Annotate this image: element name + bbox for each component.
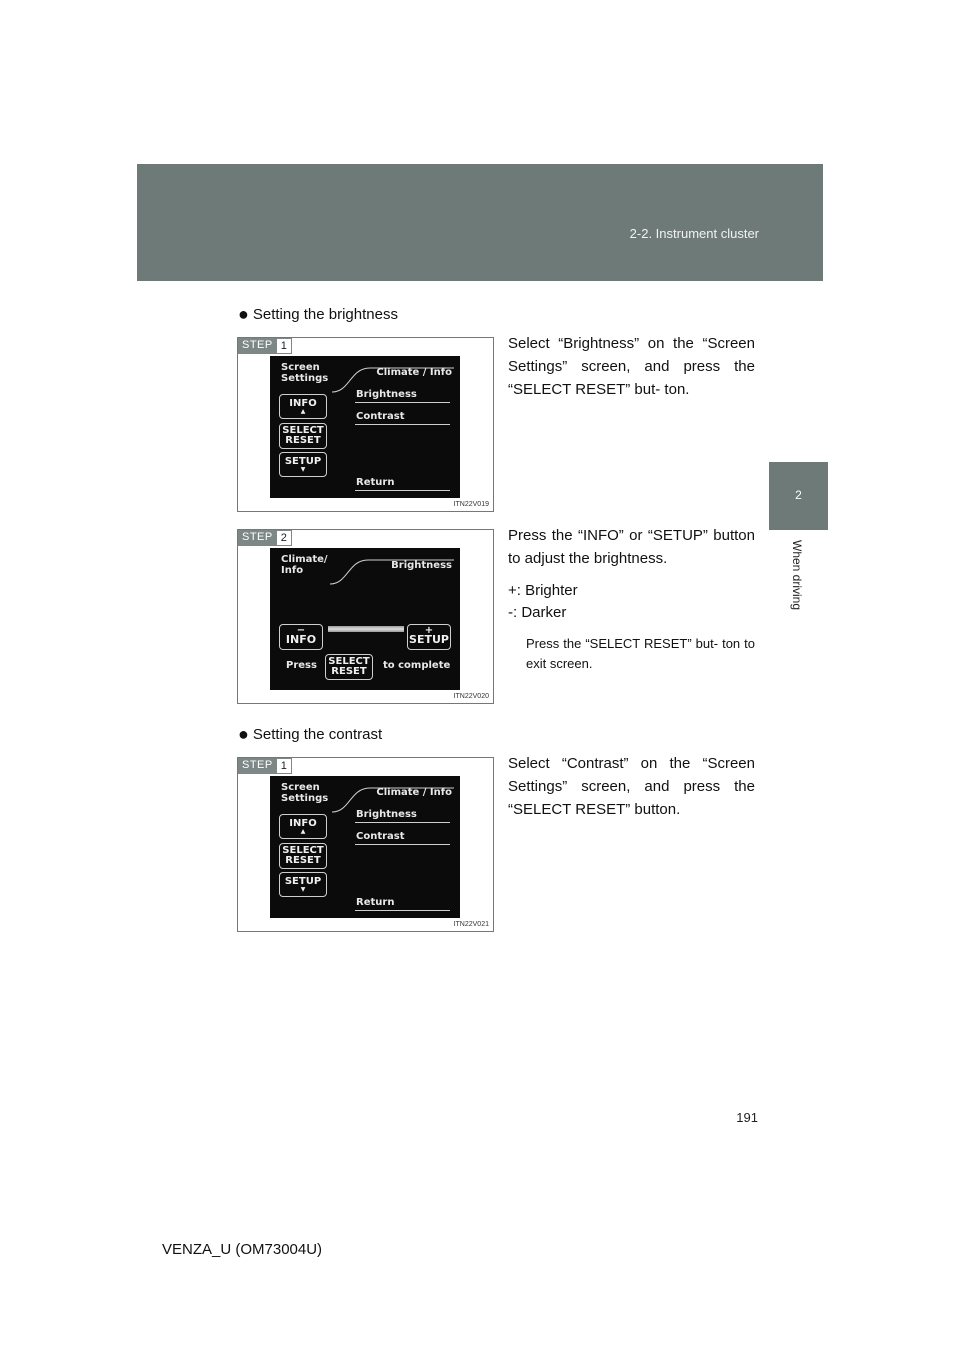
display-screen	[270, 776, 460, 918]
step-number: 1	[277, 338, 292, 354]
menu-item-contrast[interactable]: Contrast	[356, 411, 405, 422]
setup-button[interactable]: SETUP ▼	[279, 452, 327, 477]
step-number: 2	[277, 530, 292, 546]
chapter-label: When driving	[790, 540, 804, 611]
note-exit: Press the “SELECT RESET” but- ton to exit screen.	[526, 636, 755, 671]
setup-button[interactable]: SETUP ▼	[279, 872, 327, 897]
select-reset-button[interactable]: SELECT RESET	[279, 423, 327, 449]
bullet-icon: ●	[238, 724, 249, 744]
press-label: Press	[286, 660, 317, 671]
figure-step1-brightness	[237, 337, 494, 512]
menu-item-return[interactable]: Return	[356, 897, 395, 908]
screen-right-label: Climate / Info	[376, 367, 452, 378]
menu-item-return[interactable]: Return	[356, 477, 395, 488]
select-reset-button[interactable]: SELECT RESET	[279, 843, 327, 869]
display-screen	[270, 356, 460, 498]
figure-code: ITN22V020	[453, 693, 489, 700]
step-word: STEP	[238, 758, 277, 774]
menu-item-brightness[interactable]: Brightness	[356, 809, 417, 820]
screen-title: Screen Settings	[281, 782, 329, 804]
divider	[355, 910, 450, 911]
page-number: 191	[736, 1110, 758, 1125]
heading-brightness	[238, 304, 398, 325]
screen-right-label: Brightness	[391, 560, 452, 571]
model-code: VENZA_U (OM73004U)	[162, 1241, 323, 1258]
instruction-step1-brightness: Select “Brightness” on the “Screen Settings” screen, and press the “SELECT RESET” but- ton.	[508, 335, 755, 398]
step-badge	[238, 530, 292, 546]
divider	[355, 402, 450, 403]
heading-contrast	[238, 724, 382, 745]
screen-title: Screen Settings	[281, 362, 329, 384]
legend-plus: +: Brighter	[508, 582, 578, 599]
setup-plus-button[interactable]: + SETUP	[407, 624, 451, 650]
header-band	[137, 164, 823, 281]
step-word: STEP	[238, 530, 277, 546]
screen-title: Climate/ Info	[281, 554, 328, 576]
menu-item-brightness[interactable]: Brightness	[356, 389, 417, 400]
screen-right-label: Climate / Info	[376, 787, 452, 798]
info-button[interactable]: INFO ▲	[279, 814, 327, 839]
step-badge	[238, 338, 292, 354]
instruction-step1-contrast: Select “Contrast” on the “Screen Settings” screen, and press the “SELECT RESET” button.	[508, 755, 755, 818]
figure-step2-brightness	[237, 529, 494, 704]
instruction-step2-brightness: Press the “INFO” or “SETUP” button to adjust the brightness.	[508, 527, 755, 567]
chapter-tab	[769, 462, 828, 530]
divider	[355, 424, 450, 425]
section-title: 2-2. Instrument cluster	[629, 226, 759, 241]
bullet-icon: ●	[238, 304, 249, 324]
legend-minus: -: Darker	[508, 604, 567, 621]
heading-text: Setting the brightness	[252, 306, 398, 323]
info-minus-button[interactable]: − INFO	[279, 624, 323, 650]
heading-text: Setting the contrast	[252, 726, 383, 743]
divider	[355, 822, 450, 823]
figure-code: ITN22V019	[453, 501, 489, 508]
info-button[interactable]: INFO ▲	[279, 394, 327, 419]
menu-item-contrast[interactable]: Contrast	[356, 831, 405, 842]
figure-step1-contrast	[237, 757, 494, 932]
step-badge	[238, 758, 292, 774]
step-word: STEP	[238, 338, 277, 354]
chapter-number: 2	[795, 488, 802, 502]
divider	[355, 844, 450, 845]
complete-label: to complete	[383, 660, 451, 671]
display-screen	[270, 548, 460, 690]
figure-code: ITN22V021	[453, 921, 489, 928]
divider	[355, 490, 450, 491]
select-reset-button[interactable]: SELECT RESET	[325, 654, 373, 680]
brightness-level-bar	[328, 626, 404, 632]
step-number: 1	[277, 758, 292, 774]
